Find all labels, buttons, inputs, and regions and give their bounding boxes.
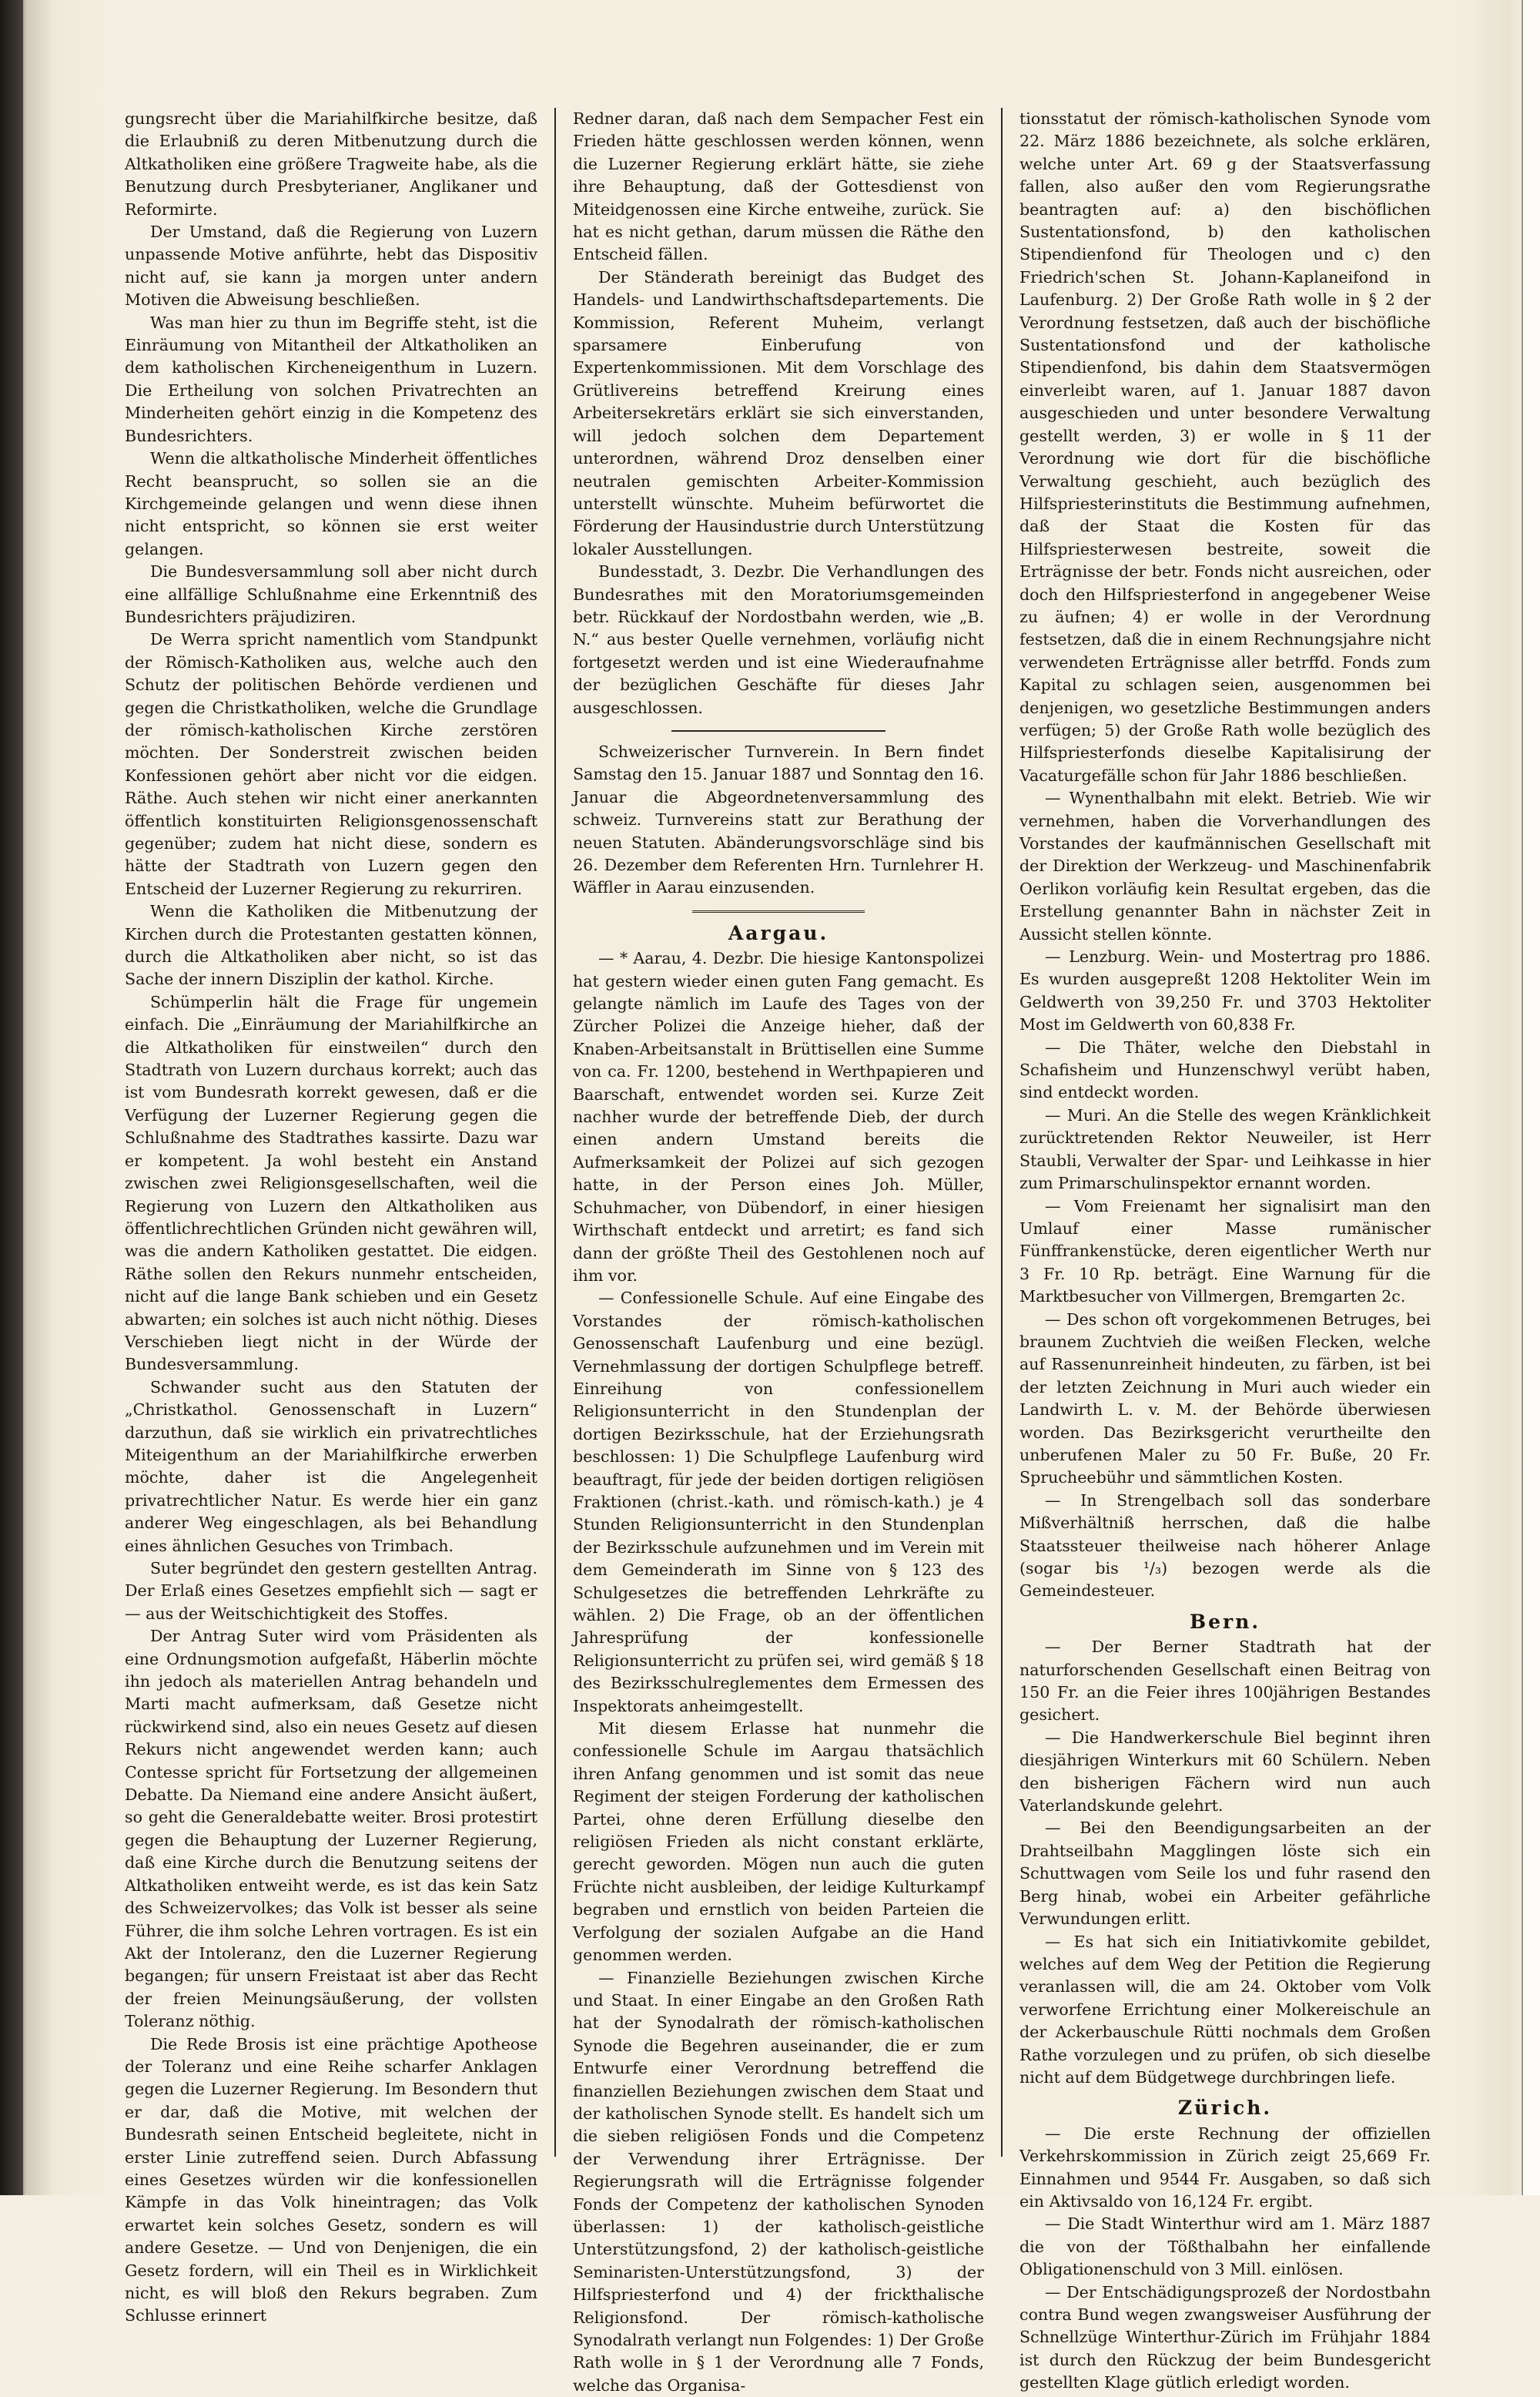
article-paragraph: Der Antrag Suter wird vom Präsidenten als eine Ordnungsmotion aufgefaßt, Häberlin möchte ihn jedoch als materiellen Antrag behandeln und Marti macht aufmerksam, daß Gesetze nicht rückwirkend sind, also ein neues Gesetz auf diesen Rekurs nicht angewendet werden kann; auch Contesse spricht für Fortsetzung der allgemeinen Debatte. Da Niemand eine andere Ansicht äußert, so geht die Generaldebatte weiter. Brosi protestirt gegen die Behauptung der Luzerner Regierung, daß eine Kirche durch die Benutzung seitens der Altkatholiken entweiht werde, es ist das kein Satz des Schweizervolkes; das Volk ist besser als seine Führer, die ihm solche Lehren vortragen. Es ist ein Akt der Intoleranz, den die Luzerner Regierung begangen; für unsern Freistaat ist aber das Recht der freien Meinungsäußerung, der vollsten Toleranz nöthig. (125, 1625, 537, 2033)
column-middle (554, 108, 1001, 2157)
article-paragraph: Schweizerischer Turnverein. In Bern findet Samstag den 15. Januar 1887 und Sonntag den 16. Januar die Abgeordnetenversammlung des schweiz. Turnvereins statt zur Berathung der neuen Statuten. Abänderungsvorschläge sind bis 26. Dezember dem Referenten Hrn. Turnlehrer H. Wäffler in Aarau einzusenden. (573, 741, 984, 900)
article-paragraph: — Bei den Beendigungsarbeiten an der Drahtseilbahn Magglingen löste sich ein Schuttwagen vom Seile los und fuhr rasend den Berg hinab, wobei ein Arbeiter gefährliche Verwundungen erlitt. (1019, 1817, 1431, 1930)
page-right-edge (1522, 0, 1540, 2195)
article-paragraph: Was man hier zu thun im Begriffe steht, ist die Einräumung von Mitantheil der Altkatholiken an dem katholischen Kircheneigenthum in Luzern. Die Ertheilung von solchen Privatrechten an Minderheiten gehört einzig in die Kompetenz des Bundesrichters. (125, 312, 537, 448)
article-paragraph: — Die Handwerkerschule Biel beginnt ihren diesjährigen Winterkurs mit 60 Schülern. Neben den bisherigen Fächern wird nun auch Vaterlandskunde gelehrt. (1019, 1727, 1431, 1818)
article-paragraph: Bundesstadt, 3. Dezbr. Die Verhandlungen des Bundesrathes mit den Moratoriumsgemeinden betr. Rückkauf der Nordostbahn werden, wie „B. N.“ aus bester Quelle vernehmen, vorläufig nicht fortgesetzt werden und ist eine Wiederaufnahme der bezüglichen Geschäfte für dieses Jahr ausgeschlossen. (573, 561, 984, 719)
article-paragraph: tionsstatut der römisch-katholischen Synode vom 22. März 1886 bezeichnete, als solche erklären, welche unter Art. 69 g der Staatsverfassung fallen, also außer den vom Regierungsrathe beantragten auf: a) den bischöflichen Sustentationsfond, b) den katholischen Stipendienfond für Theologen und c) den Friedrich'schen St. Johann-Kaplaneifond in Laufenburg. 2) Der Große Rath wolle in § 2 der Verordnung festsetzen, daß auch der bischöfliche Sustentationsfond und der katholische Stipendienfond, bis dahin dem Staatsvermögen einverleibt waren, auf 1. Januar 1887 davon ausgeschieden und unter besondere Verwaltung gestellt werden, 3) er wolle in § 11 der Verordnung wie dort für die bischöfliche Verwaltung geschieht, auch bezüglich des Hilfspriesterinstituts die Bestimmung aufnehmen, daß der Staat die Kosten für das Hilfspriesterwesen bestreite, soweit die Erträgnisse der betr. Fonds nicht ausreichen, oder doch den Hilfspriesterfond in angegebener Weise zu äufnen; 4) er wolle in der Verordnung festsetzen, daß die in einem Rechnungsjahre nicht verwendeten Erträgnisse aller betrffd. Fonds zum Kapital zu schlagen seien, ausgenommen bei denjenigen, wo gesetzliche Bestimmungen anders verfügen; 5) der Große Rath wolle bezüglich des Hilfspriesterfonds dieselbe Kapitalisirung der Vacaturgefälle schon für Jahr 1886 beschließen. (1019, 108, 1431, 787)
article-paragraph: — Wynenthalbahn mit elekt. Betrieb. Wie wir vernehmen, haben die Vorverhandlungen des Vorstandes der kaufmännischen Gesellschaft mit der Direktion der Werkzeug- und Maschinenfabrik Oerlikon vorläufig kein Resultat ergeben, das die Erstellung genannter Bahn in nächster Zeit in Aussicht stellen könnte. (1019, 787, 1431, 946)
section-divider (692, 910, 865, 913)
section-heading: Zürich. (1019, 2097, 1431, 2119)
article-paragraph: Redner daran, daß nach dem Sempacher Fest ein Frieden hätte geschlossen werden können, wenn die Luzerner Regierung erklärt hätte, sie ziehe ihre Behauptung, daß der Gottesdienst von Miteidgenossen eine Kirche entweihe, zurück. Sie hat es nicht gethan, darum müssen die Räthe den Entscheid fällen. (573, 108, 984, 267)
article-paragraph: — Muri. An die Stelle des wegen Kränklichkeit zurücktretenden Rektor Neuweiler, ist Herr Staubli, Verwalter der Spar- und Leihkasse in hier zum Primarschulinspektor ernannt worden. (1019, 1105, 1431, 1195)
article-paragraph: — Der Berner Stadtrath hat der naturforschenden Gesellschaft einen Beitrag von 150 Fr. an die Feier ihres 100jährigen Bestandes gesichert. (1019, 1636, 1431, 1727)
article-paragraph: — * Aarau, 4. Dezbr. Die hiesige Kantonspolizei hat gestern wieder einen guten Fang gemacht. Es gelangte nämlich im Laufe des Tages von der Zürcher Polizei die Anzeige hieher, daß der Knaben-Arbeitsanstalt in Brüttisellen eine Summe von ca. Fr. 1200, bestehend in Werthpapieren und Baarschaft, entwendet worden sei. Kurze Zeit nachher wurde der betreffende Dieb, der durch einen andern Umstand bereits die Aufmerksamkeit der Polizei auf sich gezogen hatte, in der Person eines Joh. Müller, Schuhmacher, von Dübendorf, in einer hiesigen Wirthschaft entdeckt und arretirt; es fand sich dann der größte Theil des Gestohlenen noch auf ihm vor. (573, 947, 984, 1287)
article-paragraph: Wenn die altkatholische Minderheit öffentliches Recht beansprucht, so sollen sie an die Kirchgemeinde gelangen und wenn diese ihnen nicht entspricht, so können sie erst weiter gelangen. (125, 448, 537, 561)
section-heading: Aargau. (573, 922, 984, 944)
section-heading: Bern. (1019, 1611, 1431, 1633)
article-paragraph: — Die Thäter, welche den Diebstahl in Schafisheim und Hunzenschwyl verübt haben, sind entdeckt worden. (1019, 1037, 1431, 1105)
article-paragraph: — Die erste Rechnung der offiziellen Verkehrskommission in Zürich zeigt 25,669 Fr. Einnahmen und 9544 Fr. Ausgaben, so daß sich ein Aktivsaldo von 16,124 Fr. ergibt. (1019, 2123, 1431, 2214)
page-binding-edge (0, 0, 23, 2195)
text-columns (108, 108, 1448, 2157)
article-paragraph: gungsrecht über die Mariahilfkirche besitze, daß die Erlaubniß zu deren Mitbenutzung durch die Altkatholiken eine größere Tragweite habe, als die Benutzung durch Presbyterianer, Anglikaner und Reformirte. (125, 108, 537, 221)
article-paragraph: — Die Stadt Winterthur wird am 1. März 1887 die von der Tößthalbahn her einfallende Obligationenschuld von 3 Mill. einlösen. (1019, 2213, 1431, 2281)
article-paragraph: — Es hat sich ein Initiativkomite gebildet, welches auf dem Weg der Petition die Regierung veranlassen will, die am 24. Oktober vom Volk verworfene Errichtung einer Molkereischule an der Ackerbauschule Rütti nochmals dem Großen Rathe vorzulegen und zu prüfen, ob sich dieselbe nicht auf dem Büdgetwege durchbringen liefe. (1019, 1931, 1431, 2090)
article-paragraph: — Der Entschädigungsprozeß der Nordostbahn contra Bund wegen zwangsweiser Ausführung der Schnellzüge Winterthur-Zürich im Frühjahr 1884 ist durch den Rückzug der beim Bundesgericht gestellten Klage gütlich erledigt worden. (1019, 2281, 1431, 2395)
article-paragraph: De Werra spricht namentlich vom Standpunkt der Römisch-Katholiken aus, welche auch den Schutz der politischen Behörde verdienen und gegen die Christkatholiken, welche die Grundlage der römisch-katholischen Kirche zerstören möchten. Der Sonderstreit zwischen beiden Konfessionen gehört aber nicht vor die eidgen. Räthe. Auch stehen wir nicht einer anerkannten öffentlich konstituirten Religionsgenossenschaft gegenüber; zudem hat nicht diese, sondern es hätte der Stadtrath von Luzern gegen den Entscheid der Luzerner Regierung zu rekurriren. (125, 629, 537, 900)
article-paragraph: Der Ständerath bereinigt das Budget des Handels- und Landwirthschaftsdepartements. Die Kommission, Referent Muheim, verlangt sparsamere Einberufung von Expertenkommissionen. Mit dem Vorschlage des Grütlivereins betreffend Kreirung eines Arbeitersekretärs erklärt sie sich einverstanden, will jedoch solchen dem Departement unterordnen, während Droz denselben einer neutralen gemischten Arbeiter-Kommission unterstellt wünschte. Muheim befürwortet die Förderung der Hausindustrie durch Unterstützung lokaler Ausstellungen. (573, 267, 984, 561)
article-paragraph: Wenn die Katholiken die Mitbenutzung der Kirchen durch die Protestanten gestatten können, durch die Altkatholiken aber nicht, so ist das Sache der innern Disziplin der kathol. Kirche. (125, 900, 537, 991)
article-paragraph: Suter begründet den gestern gestellten Antrag. Der Erlaß eines Gesetzes empfiehlt sich — sagt er — aus der Weitschichtigkeit des Stoffes. (125, 1557, 537, 1625)
article-paragraph: Mit diesem Erlasse hat nunmehr die confessionelle Schule im Aargau thatsächlich ihren Anfang genommen und ist somit das neue Regiment der steigen Forderung der katholischen Partei, ohne deren Erfüllung dieselbe den religiösen Frieden als nicht constant erklärte, gerecht geworden. Mögen nun auch die guten Früchte nicht ausbleiben, der leidige Kulturkampf begraben und ernstlich von beiden Parteien die Verfolgung der sozialen Aufgabe an die Hand genommen werden. (573, 1718, 984, 1966)
article-paragraph: — Lenzburg. Wein- und Mostertrag pro 1886. Es wurden ausgepreßt 1208 Hektoliter Wein im Geldwerth von 39,250 Fr. und 3703 Hektoliter Most im Geldwerth von 60,838 Fr. (1019, 946, 1431, 1037)
section-divider (671, 730, 886, 732)
article-paragraph: — In Strengelbach soll das sonderbare Mißverhältniß herrschen, daß die halbe Staatssteuer theilweise nach höherer Anlage (sogar bis ¹/₃) bezogen werde als die Gemeindesteuer. (1019, 1490, 1431, 1603)
article-paragraph: Der Umstand, daß die Regierung von Luzern unpassende Motive anführte, hebt das Dispositiv nicht auf, sie kann ja morgen unter andern Motiven die Abweisung beschließen. (125, 221, 537, 312)
column-right (1001, 108, 1448, 2157)
article-paragraph: Schwander sucht aus den Statuten der „Christkathol. Genossenschaft in Luzern“ darzuthun, daß sie wirklich ein privatrechtliches Miteigenthum an der Mariahilfkirche erwerben möchte, daher ist die Angelegenheit privatrechtlicher Natur. Es werde hier ein ganz anderer Weg eingeschlagen, als bei Behandlung eines ähnlichen Gesuches von Trimbach. (125, 1376, 537, 1557)
article-paragraph: — Confessionelle Schule. Auf eine Eingabe des Vorstandes der römisch-katholischen Genossenschaft Laufenburg und eine bezügl. Vernehmlassung der dortigen Schulpflege betreff. Einreihung von confessionellem Religionsunterricht in den Stundenplan der dortigen Bezirksschule, hat der Erziehungsrath beschlossen: 1) Die Schulpflege Laufenburg wird beauftragt, für jede der beiden dortigen religiösen Fraktionen (christ.-kath. und römisch-kath.) je 4 Stunden Religionsunterricht in den Stundenplan der Bezirksschule aufzunehmen und im Verein mit dem Gemeinderath im Sinne von § 123 des Schulgesetzes die betreffenden Lehrkräfte zu wählen. 2) Die Frage, ob an der öffentlichen Jahresprüfung der konfessionelle Religionsunterricht zu prüfen sei, wird gemäß § 18 des Bezirksschulreglementes dem Ermessen des Inspektorats anheimgestellt. (573, 1287, 984, 1718)
article-paragraph: Die Bundesversammlung soll aber nicht durch eine allfällige Schlußnahme eine Erkenntniß des Bundesrichters präjudiziren. (125, 561, 537, 629)
column-left (108, 108, 554, 2157)
article-paragraph: Schümperlin hält die Frage für ungemein einfach. Die „Einräumung der Mariahilfkirche an die Altkatholiken für einstweilen“ durch den Stadtrath von Luzern durchaus korrekt; auch das ist vom Bundesrath korrekt gewesen, daß er die Verfügung der Luzerner Regierung gegen die Schlußnahme des Stadtrathes kassirte. Dazu war er kompetent. Ja wohl besteht ein Anstand zwischen zwei Religionsgesellschaften, weil die Regierung von Luzern den Altkatholiken aus öffentlichrechtlichen Gründen nicht gewähren will, was die andern Katholiken gestattet. Die eidgen. Räthe sollen den Rekurs nunmehr entscheiden, nicht auf die lange Bank schieben und ein Gesetz abwarten; ein solches ist auch nicht nöthig. Dieses Verschieben liegt nicht in der Würde der Bundesversammlung. (125, 991, 537, 1376)
article-paragraph: — Vom Freienamt her signalisirt man den Umlauf einer Masse rumänischer Fünffrankenstücke, deren eigentlicher Werth nur 3 Fr. 10 Rp. beträgt. Eine Warnung für die Marktbesucher von Villmergen, Bremgarten 2c. (1019, 1195, 1431, 1309)
article-paragraph: — Des schon oft vorgekommenen Betruges, bei braunem Zuchtvieh die weißen Flecken, welche auf Rassenunreinheit hindeuten, zu färben, ist bei der letzten Zeichnung in Muri auch wieder ein Landwirth L. v. M. der Behörde überwiesen worden. Das Bezirksgericht verurtheilte den unberufenen Maler zu 50 Fr. Buße, 20 Fr. Sprucheebühr und sämmtlichen Kosten. (1019, 1309, 1431, 1490)
article-paragraph: — Finanzielle Beziehungen zwischen Kirche und Staat. In einer Eingabe an den Großen Rath hat der Synodalrath der römisch-katholischen Synode die Begehren auseinander, die er zum Entwurfe einer Verordnung betreffend die finanziellen Beziehungen zwischen dem Staat und der katholischen Synode stellt. Es handelt sich um die sieben religiösen Fonds und die Competenz der Verwendung ihrer Erträgnisse. Der Regierungsrath will die Erträgnisse folgender Fonds der Competenz der katholischen Synoden überlassen: 1) der katholisch-geistliche Unterstützungsfond, 2) der katholisch-geistliche Seminaristen-Unterstützungsfond, 3) der Hilfspriesterfond und 4) der frickthalische Religionsfond. Der römisch-katholische Synodalrath verlangt nun Folgendes: 1) Der Große Rath wolle in § 1 der Verordnung alle 7 Fonds, welche das Organisa- (573, 1967, 984, 2397)
article-paragraph: Die Rede Brosis ist eine prächtige Apotheose der Toleranz und eine Reihe scharfer Anklagen gegen die Luzerner Regierung. Im Besondern thut er dar, daß die Motive, mit welchen der Bundesrath seinen Entscheid begleitete, nicht in erster Linie zutreffend seien. Durch Abfassung eines Gesetzes würden wir die konfessionellen Kämpfe in das Volk hineintragen; das Volk erwartet kein solches Gesetz, sondern es will andere Gesetze. — Und von Denjenigen, die ein Gesetz fordern, will ein Theil es in Wirklichkeit nicht, es will bloß den Rekurs begraben. Zum Schlusse erinnert (125, 2033, 537, 2328)
